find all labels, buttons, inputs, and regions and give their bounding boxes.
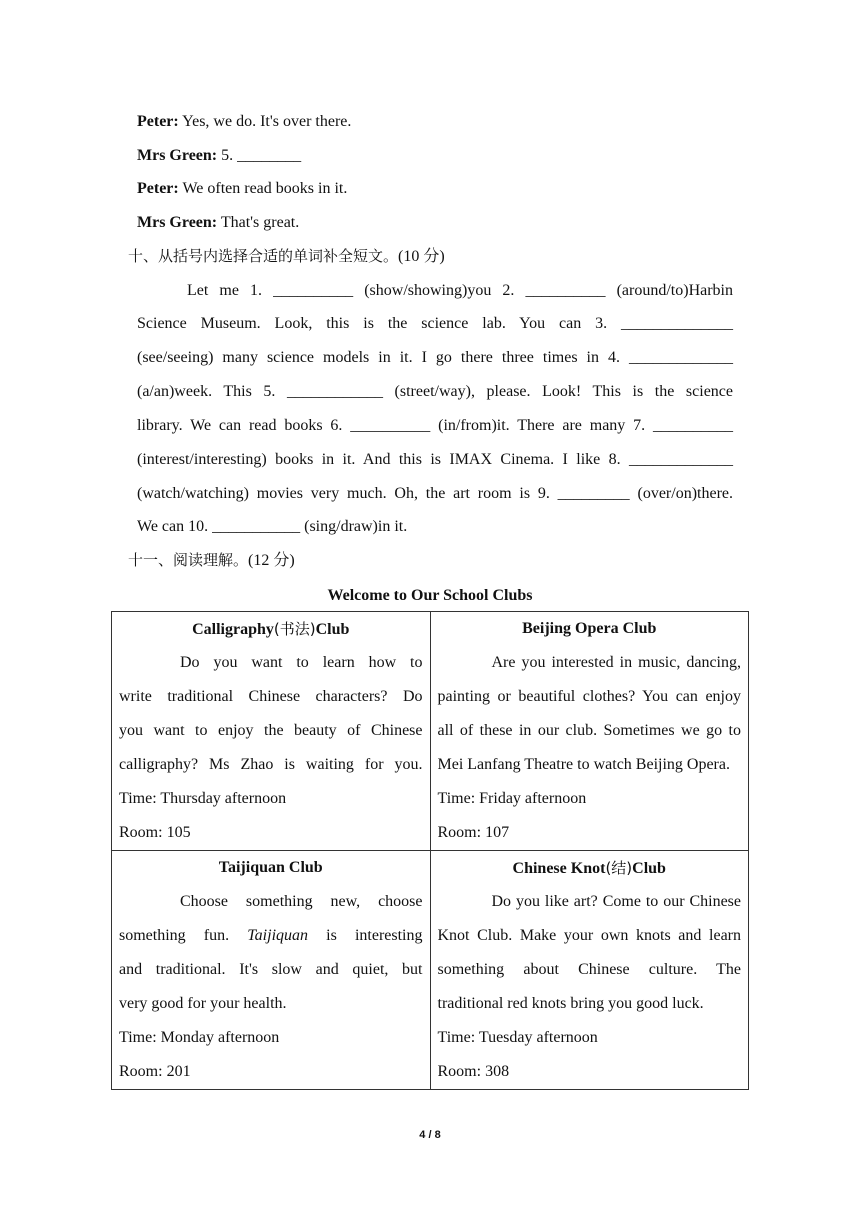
dialogue-text: Yes, we do. It's over there. <box>178 113 352 130</box>
passage-line-7: (watch/watching) movies very much. Oh, the art room is 9. _________ (over/on)there. <box>137 485 733 502</box>
club-name-chinese: (书法) <box>273 620 316 638</box>
dialogue-text: 5. ________ <box>217 147 302 164</box>
passage-line-8: We can 10. ___________ (sing/draw)in it. <box>137 518 408 535</box>
club-cell-taijiquan <box>112 851 431 1090</box>
speaker: Mrs Green: <box>137 214 218 231</box>
club-title <box>119 851 423 885</box>
club-time: Time: Tuesday afternoon <box>437 1029 598 1046</box>
table-title: Welcome to Our School Clubs <box>327 587 533 604</box>
club-text-line: Do you want to learn how to <box>180 654 423 671</box>
club-text-line: all of these in our club. Sometimes we go to <box>437 722 741 739</box>
clubs-table <box>111 611 749 1090</box>
dialogue-text: We often read books in it. <box>178 180 348 197</box>
club-text-line: Are you interested in music, dancing, <box>491 654 741 671</box>
club-text-line: something about Chinese culture. The <box>437 961 741 978</box>
club-text-line: write traditional Chinese characters? Do <box>119 688 423 705</box>
club-name: Calligraphy <box>192 621 274 638</box>
dialogue-line-3 <box>137 179 347 199</box>
club-room: Room: 201 <box>119 1063 191 1080</box>
club-name-chinese: (结) <box>605 859 633 877</box>
dialogue-text: That's great. <box>217 214 300 231</box>
table-row <box>112 851 749 1090</box>
club-text-line: Mei Lanfang Theatre to watch Beijing Opera. <box>437 756 730 773</box>
passage-line-2: Science Museum. Look, this is the science lab. You can 3. ______________ <box>137 315 733 332</box>
speaker: Mrs Green: <box>137 147 218 164</box>
passage-line-6: (interest/interesting) books in it. And this is IMAX Cinema. I like 8. _____________ <box>137 451 733 468</box>
speaker: Peter: <box>137 113 179 130</box>
club-text-line: traditional red knots bring you good luck. <box>437 995 704 1012</box>
club-time: Time: Friday afternoon <box>437 790 587 807</box>
club-text-line: you want to enjoy the beauty of Chinese <box>119 722 423 739</box>
table-row <box>112 612 749 851</box>
dialogue-line-1 <box>137 112 351 132</box>
club-cell-calligraphy <box>112 612 431 851</box>
club-name-suffix: Club <box>632 860 666 877</box>
club-text-line: very good for your health. <box>119 995 287 1012</box>
club-text-line: Do you like art? Come to our Chinese <box>491 893 741 910</box>
section-10-heading <box>128 245 445 268</box>
passage-line-1: Let me 1. __________ (show/showing)you 2. __________ (around/to)Harbin <box>187 282 733 299</box>
club-name: Beijing Opera Club <box>522 620 657 637</box>
club-text-line: something fun. Taijiquan is interesting <box>119 927 423 944</box>
club-title <box>438 612 742 646</box>
section-heading-text: 十一、阅读理解。 <box>128 551 249 569</box>
page-number: 4 / 8 <box>419 1129 441 1141</box>
passage-line-4: (a/an)week. This 5. ____________ (street/way), please. Look! This is the science <box>137 383 733 400</box>
club-room: Room: 308 <box>437 1063 510 1080</box>
italic-term: Taijiquan <box>247 927 309 944</box>
club-text-line: and traditional. It's slow and quiet, but <box>119 961 423 978</box>
club-time: Time: Monday afternoon <box>119 1029 280 1046</box>
passage-line-3: (see/seeing) many science models in it. I go there three times in 4. _____________ <box>137 349 733 366</box>
club-title <box>119 612 423 646</box>
section-11-heading <box>128 549 295 572</box>
club-text-line: calligraphy? Ms Zhao is waiting for you. <box>119 756 423 773</box>
club-room: Room: 105 <box>119 824 191 841</box>
section-score: (12 分) <box>248 552 295 569</box>
club-cell-beijing-opera <box>430 612 749 851</box>
club-name: Taijiquan Club <box>218 859 323 876</box>
passage-line-5: library. We can read books 6. __________ (in/from)it. There are many 7. __________ <box>137 417 733 434</box>
club-title <box>438 851 742 885</box>
club-text-line: Knot Club. Make your own knots and learn <box>437 927 741 944</box>
club-time: Time: Thursday afternoon <box>119 790 287 807</box>
club-text-line: painting or beautiful clothes? You can enjoy <box>437 688 741 705</box>
section-heading-text: 十、从括号内选择合适的单词补全短文。 <box>128 247 399 265</box>
section-score: (10 分) <box>398 248 445 265</box>
dialogue-line-2 <box>137 146 301 166</box>
club-name-suffix: Club <box>315 621 350 638</box>
club-text-line: Choose something new, choose <box>180 893 423 910</box>
club-room: Room: 107 <box>437 824 510 841</box>
speaker: Peter: <box>137 180 179 197</box>
dialogue-line-4 <box>137 213 299 233</box>
club-cell-chinese-knot <box>430 851 749 1090</box>
club-name: Chinese Knot <box>512 860 606 877</box>
